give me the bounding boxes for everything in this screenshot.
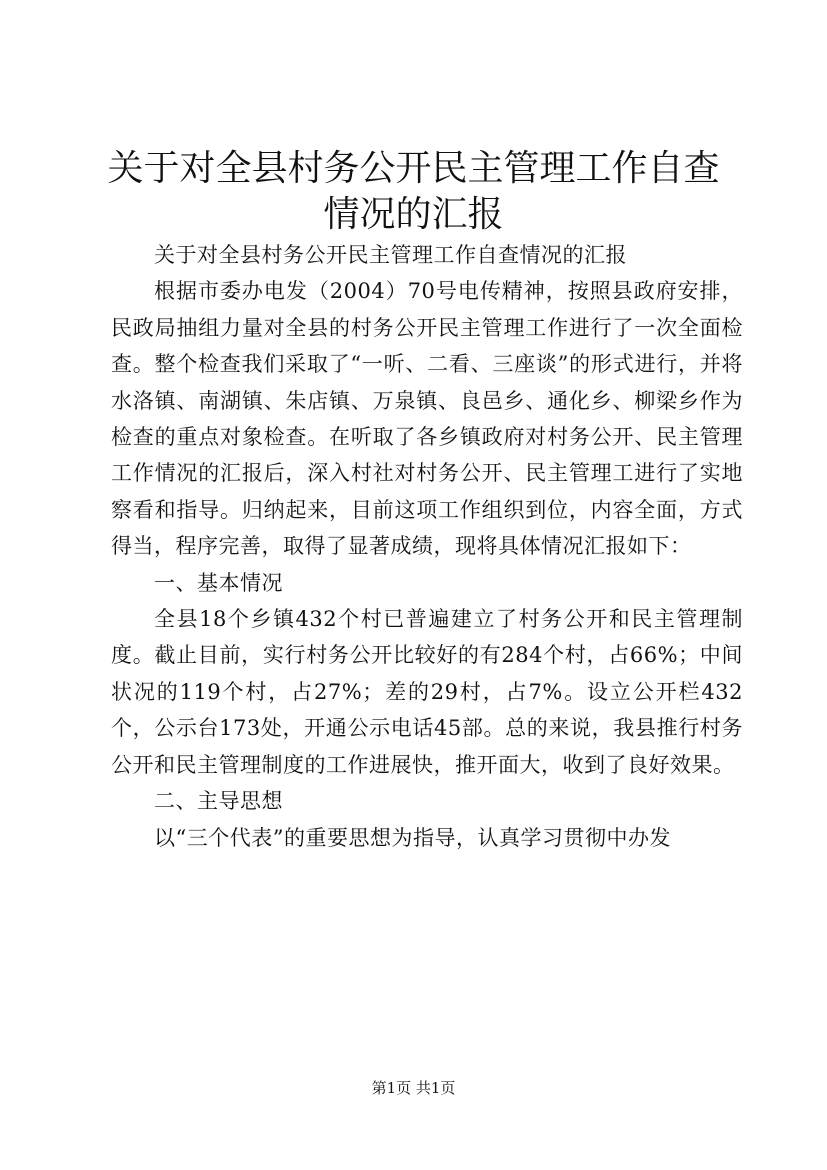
- page-footer: 第1页 共1页: [371, 1079, 456, 1097]
- document-title: 关于对全县村务公开民主管理工作自查情况的汇报: [107, 148, 720, 235]
- heading-guiding-thought: 二、主导思想: [154, 789, 284, 814]
- paragraph-intro: 根据市委办电发（2004）70号电传精神，按照县政府安排，民政局抽组力量对全县的村务公开民主管理工作进行了一次全面检查。整个检查我们采取了“一听、二看、三座谈”的形式进行，并将水洛镇、南湖镇、朱店镇、万泉镇、良邑乡、通化乡、柳梁乡作为检查的重点对象检查。在听取了各乡镇政府对村务公开、民主管理工作情况的汇报后，深入村社对村务公开、民主管理工进行了实地察看和指导。归纳起来，目前这项工作组织到位，内容全面，方式得当，程序完善，取得了显著成绩，现将具体情况汇报如下：: [111, 279, 743, 559]
- heading-basic-situation: 一、基本情况: [154, 570, 284, 595]
- paragraph-basic-situation: 全县18个乡镇432个村已普遍建立了村务公开和民主管理制度。截止目前，实行村务公开比较好的有284个村，占66%；中间状况的119个村，占27%；差的29村，占7%。设立公开栏432个，公示台173处，开通公示电话45部。总的来说，我县推行村务公开和民主管理制度的工作进展快，推开面大，收到了良好效果。: [111, 607, 743, 777]
- document-body: [111, 237, 743, 856]
- paragraph-subtitle: 关于对全县村务公开民主管理工作自查情况的汇报: [154, 243, 628, 267]
- paragraph-guiding-thought: 以“三个代表”的重要思想为指导，认真学习贯彻中办发: [154, 825, 672, 850]
